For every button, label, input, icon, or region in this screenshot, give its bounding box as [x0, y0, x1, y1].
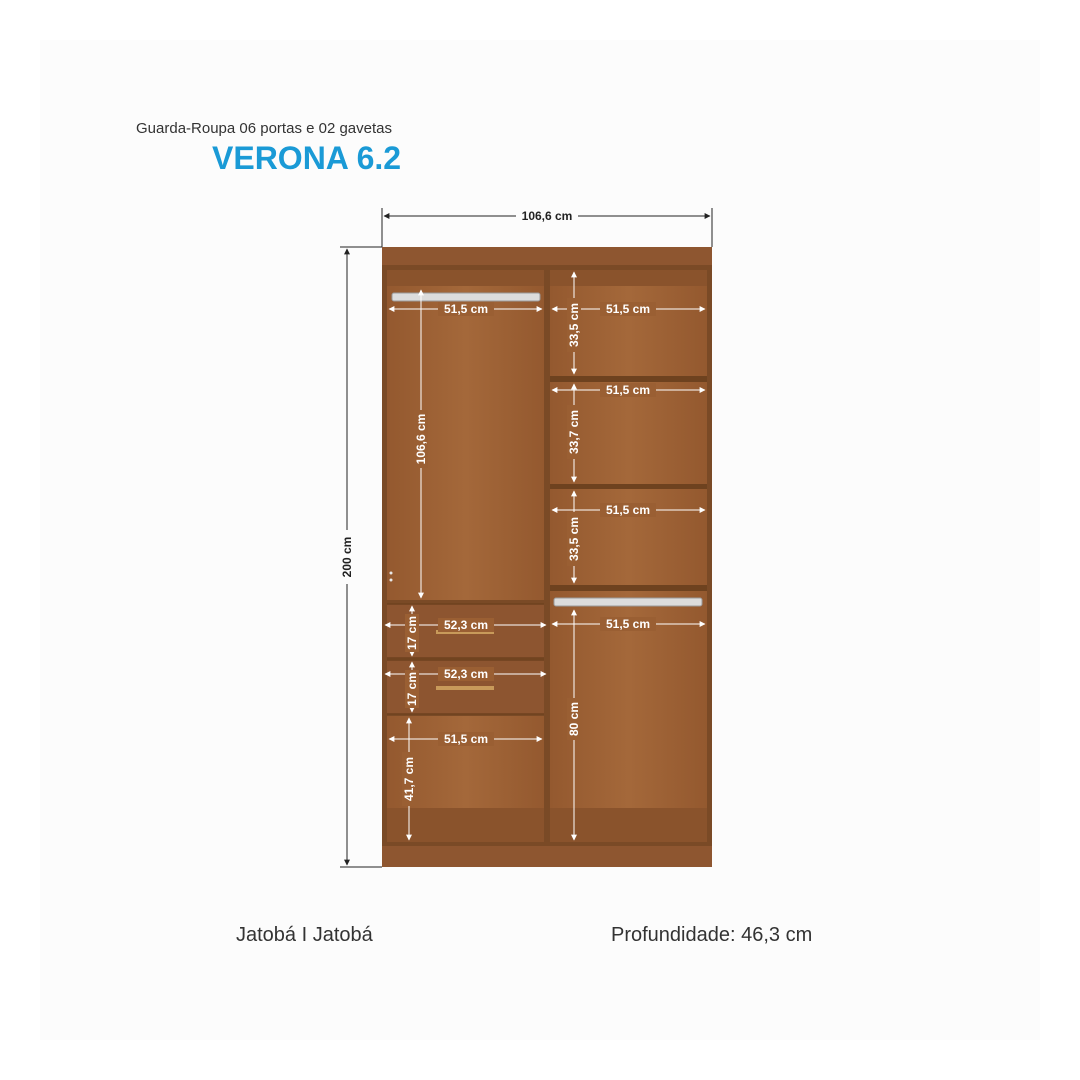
- left-hanging-compartment: [387, 270, 544, 600]
- drawer-1-height-label: 17 cm: [405, 615, 419, 651]
- wardrobe-body: [382, 247, 712, 867]
- right-shelf-3-height-label: 33,5 cm: [567, 516, 581, 562]
- left-top-width-label: 51,5 cm: [443, 302, 489, 316]
- overall-width-label: 106,6 cm: [521, 209, 573, 223]
- drawer-1-width-label: 52,3 cm: [443, 618, 489, 632]
- middle-divider: [544, 265, 550, 846]
- product-title: VERONA 6.2: [212, 140, 402, 176]
- left-bottom-floor: [387, 808, 544, 842]
- left-top-shelf: [387, 270, 544, 286]
- right-shelf-3: [550, 585, 707, 591]
- right-shelf-2-height-label: 33,7 cm: [567, 409, 581, 455]
- depth-label: Profundidade: 46,3 cm: [611, 924, 813, 946]
- right-shelf-2: [550, 484, 707, 489]
- hinge-dot: [390, 572, 393, 575]
- left-bottom-width-label: 51,5 cm: [443, 732, 489, 746]
- plinth: [382, 846, 712, 867]
- overall-height-label: 200 cm: [340, 536, 354, 578]
- right-hanging-width-label: 51,5 cm: [605, 617, 651, 631]
- left-hanging-rod-icon: [392, 293, 540, 301]
- right-shelf-2-width-label: 51,5 cm: [605, 383, 651, 397]
- overall-height-dimension: [339, 247, 382, 867]
- hinge-dot: [390, 579, 393, 582]
- right-hanging-height-label: 80 cm: [567, 701, 581, 737]
- drawer-2-handle-icon[interactable]: [436, 686, 494, 690]
- left-hanging-height-label: 106,6 cm: [414, 413, 428, 465]
- right-shelf-3-width-label: 51,5 cm: [605, 503, 651, 517]
- drawer-2-height-label: 17 cm: [405, 671, 419, 707]
- right-shelf-1: [550, 376, 707, 382]
- left-side-panel: [382, 265, 387, 846]
- finish-label: Jatobá I Jatobá: [236, 924, 373, 946]
- product-subtitle: Guarda-Roupa 06 portas e 02 gavetas: [136, 120, 393, 137]
- right-shelf-1-height-label: 33,5 cm: [567, 302, 581, 348]
- right-side-panel: [707, 265, 712, 846]
- top-panel: [382, 247, 712, 265]
- overall-width-dimension: [382, 208, 712, 247]
- right-shelf-1-width-label: 51,5 cm: [605, 302, 651, 316]
- right-hanging-rod-icon: [554, 598, 702, 606]
- drawer-2-width-label: 52,3 cm: [443, 667, 489, 681]
- left-bottom-height-label: 41,7 cm: [402, 756, 416, 802]
